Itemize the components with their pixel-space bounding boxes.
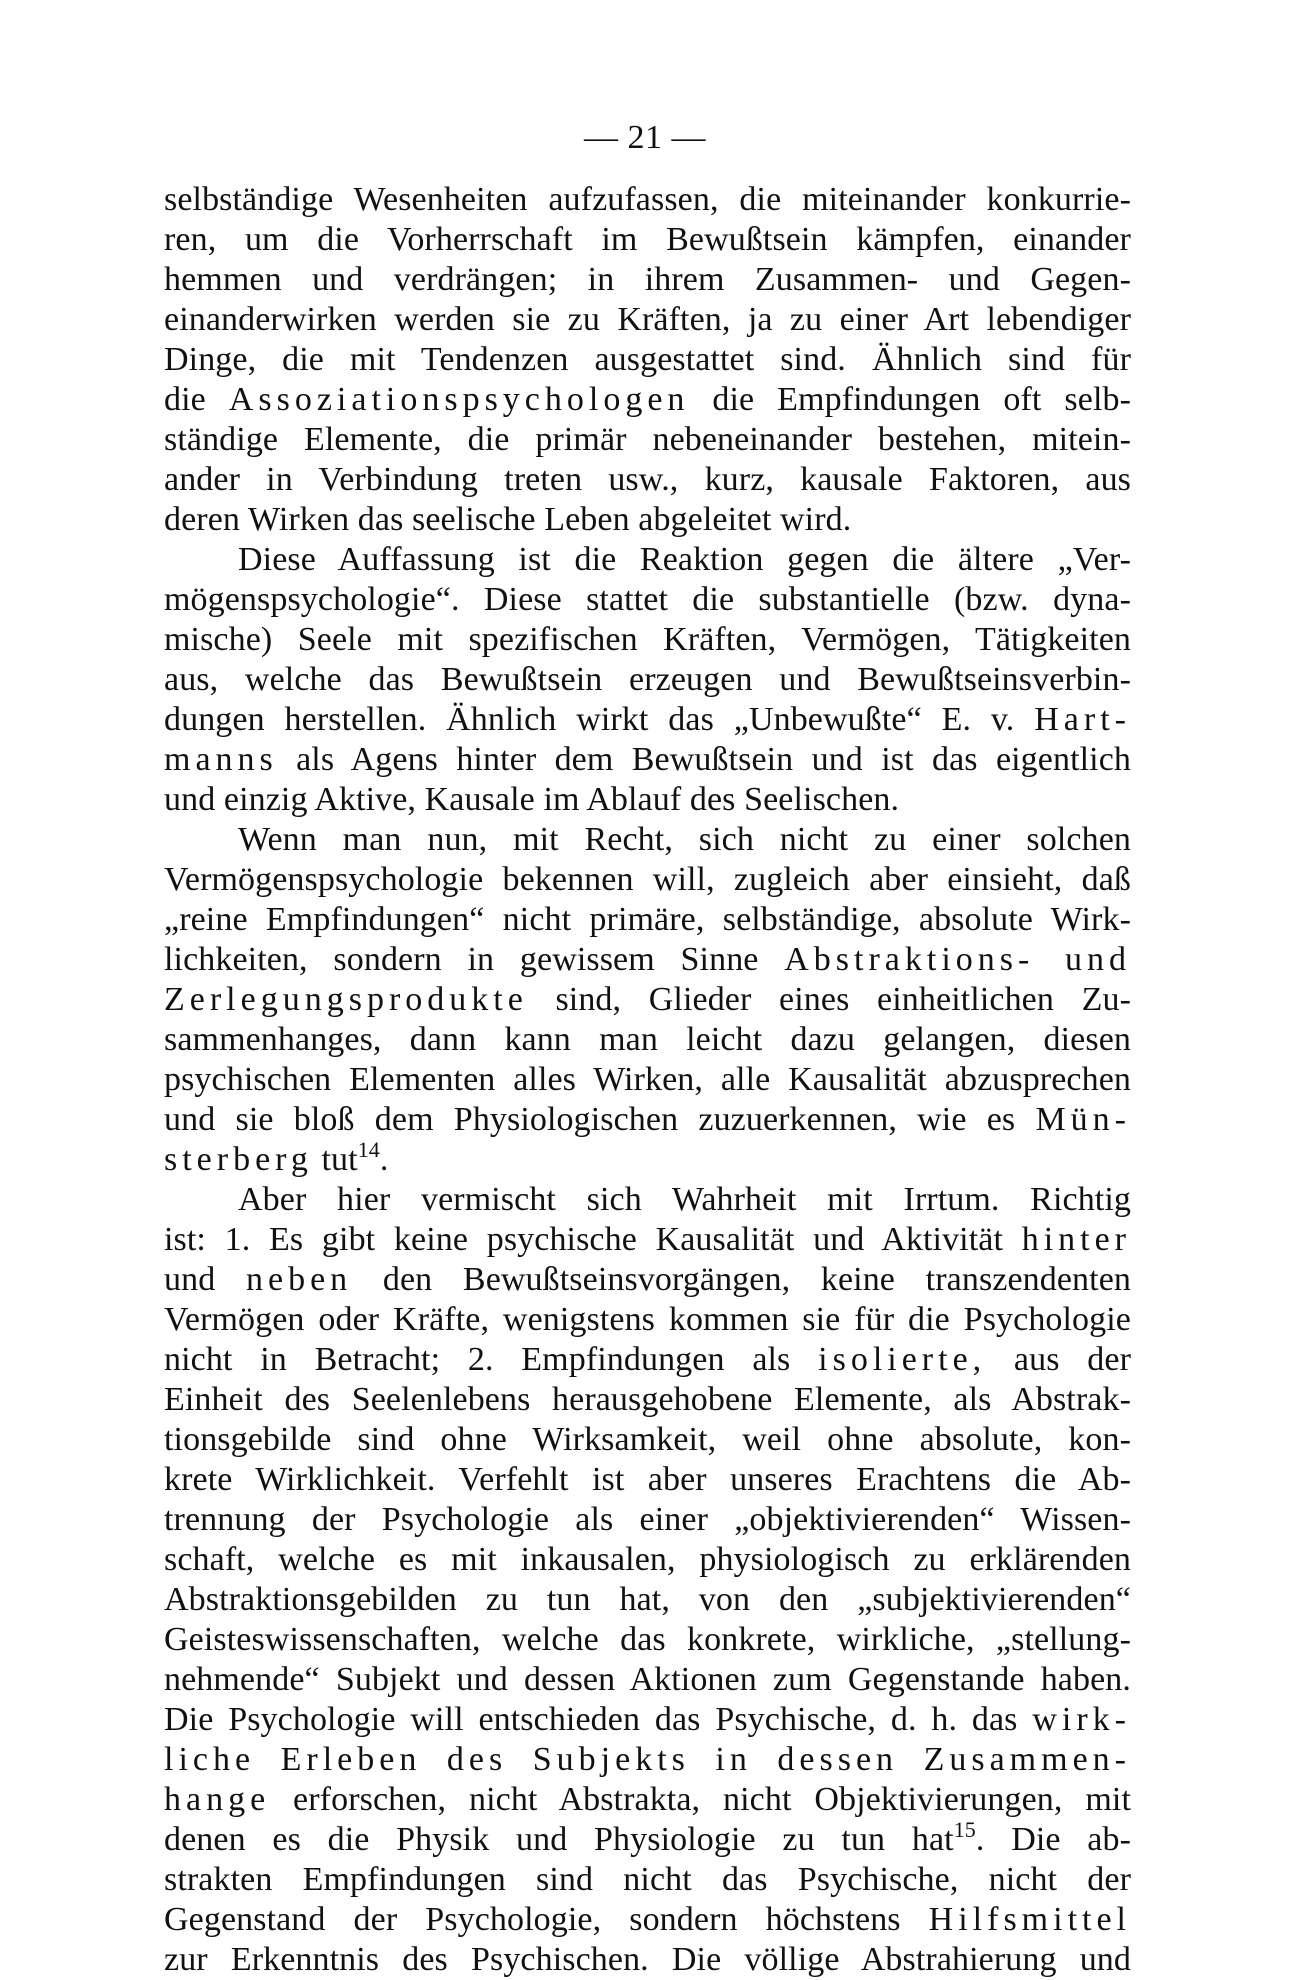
text-line	[164, 780, 1131, 820]
text-line	[164, 220, 1131, 260]
text-segment: lichkeiten, sondern in gewissem Sinne	[164, 941, 785, 978]
text-segment: denen es die Physik und Physiologie zu tun hat	[164, 1821, 954, 1858]
text-line	[164, 580, 1131, 620]
text-segment: psychischen Elementen alles Wirken, alle Kausalität abzusprechen	[164, 1061, 1131, 1098]
text-segment: Abstraktionsgebilden zu tun hat, von den „subjektivierenden“	[164, 1581, 1131, 1618]
text-line	[164, 660, 1131, 700]
text-segment: und	[164, 1261, 246, 1298]
text-line	[164, 540, 1131, 580]
text-line	[164, 1900, 1131, 1940]
emphasized-text: Hilfsmittel	[928, 1901, 1131, 1938]
text-line	[164, 1860, 1131, 1900]
text-line	[164, 180, 1131, 220]
text-line	[164, 1660, 1131, 1700]
emphasized-text: Abstraktions- und	[784, 941, 1131, 978]
text-segment: Dinge, die mit Tendenzen ausgestattet sind. Ähnlich sind für	[164, 341, 1131, 378]
text-segment: die	[164, 381, 229, 418]
text-line	[164, 1780, 1131, 1820]
text-segment: Vermögen oder Kräfte, wenigstens kommen sie für die Psychologie	[164, 1301, 1131, 1338]
text-segment: Wenn man nun, mit Recht, sich nicht zu einer solchen	[238, 821, 1131, 858]
text-line	[164, 1137, 1131, 1180]
text-line	[164, 1817, 1131, 1860]
text-segment: Einheit des Seelenlebens herausgehobene Elemente, als Abstrak-	[164, 1381, 1131, 1418]
text-line	[164, 1700, 1131, 1740]
text-line	[164, 1340, 1131, 1380]
emphasized-text: liche Erleben des Subjekts in dessen Zusammen-	[164, 1741, 1131, 1778]
text-segment: hemmen und verdrängen; in ihrem Zusammen- und Gegen-	[164, 261, 1131, 298]
text-segment: einanderwirken werden sie zu Kräften, ja zu einer Art lebendiger	[164, 301, 1131, 338]
emphasized-text: Assoziationspsychologen	[228, 381, 690, 418]
emphasized-text: Hart-	[1034, 701, 1131, 738]
text-segment: Geisteswissenschaften, welche das konkrete, wirkliche, „stellung-	[164, 1621, 1131, 1658]
text-segment: ist: 1. Es gibt keine psychische Kausalität und Aktivität	[164, 1221, 1022, 1258]
text-segment: schaft, welche es mit inkausalen, physiologisch zu erklärenden	[164, 1541, 1131, 1578]
text-line	[164, 1540, 1131, 1580]
body-text	[164, 180, 1131, 1980]
text-segment: ren, um die Vorherrschaft im Bewußtsein kämpfen, einander	[164, 221, 1131, 258]
emphasized-text: Mün-	[1035, 1101, 1131, 1138]
text-segment: Diese Auffassung ist die Reaktion gegen die ältere „Ver-	[238, 541, 1131, 578]
text-segment: Aber hier vermischt sich Wahrheit mit Irrtum. Richtig	[238, 1181, 1131, 1218]
text-line	[164, 1220, 1131, 1260]
text-segment: deren Wirken das seelische Leben abgeleitet wird.	[164, 501, 852, 538]
emphasized-text: isolierte,	[818, 1341, 987, 1378]
text-segment: die Empfindungen oft selb-	[689, 381, 1132, 418]
text-line	[164, 1500, 1131, 1540]
text-line	[164, 420, 1131, 460]
text-segment: tionsgebilde sind ohne Wirksamkeit, weil ohne absolute, kon-	[164, 1421, 1131, 1458]
text-line	[164, 700, 1131, 740]
text-segment: . Die ab-	[975, 1821, 1131, 1858]
text-segment: und sie bloß dem Physiologischen zuzuerkennen, wie es	[164, 1101, 1036, 1138]
text-line	[164, 1460, 1131, 1500]
text-segment: mögenspsychologie“. Diese stattet die substantielle (bzw. dyna-	[164, 581, 1131, 618]
text-line	[164, 1260, 1131, 1300]
emphasized-text: neben	[245, 1261, 353, 1298]
text-line	[164, 260, 1131, 300]
text-segment: aus der	[986, 1341, 1131, 1378]
text-line	[164, 820, 1131, 860]
emphasized-text: wirk-	[1032, 1701, 1131, 1738]
text-line	[164, 1020, 1131, 1060]
text-line	[164, 1740, 1131, 1780]
text-line	[164, 620, 1131, 660]
text-segment: .	[379, 1141, 389, 1178]
text-line	[164, 1380, 1131, 1420]
text-line	[164, 1940, 1131, 1980]
text-segment: nehmende“ Subjekt und dessen Aktionen zum Gegenstande haben.	[164, 1661, 1131, 1698]
text-segment: Gegenstand der Psychologie, sondern höchstens	[164, 1901, 929, 1938]
text-line	[164, 1620, 1131, 1660]
text-segment: als Agens hinter dem Bewußtsein und ist das eigentlich	[277, 741, 1131, 778]
text-segment: aus, welche das Bewußtsein erzeugen und Bewußtseinsverbin-	[164, 661, 1131, 698]
text-segment: sind, Glieder eines einheitlichen Zu-	[527, 981, 1131, 1018]
text-line	[164, 860, 1131, 900]
text-segment: ander in Verbindung treten usw., kurz, kausale Faktoren, aus	[164, 461, 1131, 498]
text-line	[164, 900, 1131, 940]
text-segment: trennung der Psychologie als einer „objektivierenden“ Wissen-	[164, 1501, 1131, 1538]
text-line	[164, 1580, 1131, 1620]
text-segment: zur Erkenntnis des Psychischen. Die völlige Abstrahierung und	[164, 1941, 1131, 1978]
text-segment: den Bewußtseinsvorgängen, keine transzendenten	[352, 1261, 1131, 1298]
text-segment: Vermögenspsychologie bekennen will, zugleich aber einsieht, daß	[164, 861, 1131, 898]
text-segment: selbständige Wesenheiten aufzufassen, die miteinander konkurrie-	[164, 181, 1131, 218]
text-segment: „reine Empfindungen“ nicht primäre, selbständige, absolute Wirk-	[164, 901, 1131, 938]
emphasized-text: hange	[164, 1781, 271, 1818]
text-segment: nicht in Betracht; 2. Empfindungen als	[164, 1341, 819, 1378]
text-segment: strakten Empfindungen sind nicht das Psychische, nicht der	[164, 1861, 1131, 1898]
text-line	[164, 1180, 1131, 1220]
text-line	[164, 1300, 1131, 1340]
text-line	[164, 1420, 1131, 1460]
text-segment: sammenhanges, dann kann man leicht dazu gelangen, diesen	[164, 1021, 1131, 1058]
text-segment: und einzig Aktive, Kausale im Ablauf des Seelischen.	[164, 781, 900, 818]
text-segment: dungen herstellen. Ähnlich wirkt das „Unbewußte“ E. v.	[164, 701, 1035, 738]
text-segment: tut	[312, 1141, 358, 1178]
text-line	[164, 380, 1131, 420]
text-line	[164, 980, 1131, 1020]
emphasized-text: manns	[164, 741, 278, 778]
text-line	[164, 500, 1131, 540]
text-segment: erforschen, nicht Abstrakta, nicht Objektivierungen, mit	[270, 1781, 1131, 1818]
text-line	[164, 1060, 1131, 1100]
emphasized-text: hinter	[1021, 1221, 1131, 1258]
text-line	[164, 1100, 1131, 1140]
footnote-reference: 15	[953, 1817, 976, 1842]
text-segment: krete Wirklichkeit. Verfehlt ist aber unseres Erachtens die Ab-	[164, 1461, 1131, 1498]
text-line	[164, 460, 1131, 500]
page-number: — 21 —	[584, 119, 706, 156]
text-segment: ständige Elemente, die primär nebeneinander bestehen, mitein-	[164, 421, 1131, 458]
emphasized-text: Zerlegungsprodukte	[164, 981, 528, 1018]
text-segment: Die Psychologie will entschieden das Psychische, d. h. das	[164, 1701, 1033, 1738]
text-line	[164, 340, 1131, 380]
text-segment: mische) Seele mit spezifischen Kräften, Vermögen, Tätigkeiten	[164, 621, 1131, 658]
text-line	[164, 740, 1131, 780]
text-line	[164, 940, 1131, 980]
text-line	[164, 300, 1131, 340]
footnote-reference: 14	[357, 1137, 380, 1162]
emphasized-text: sterberg	[164, 1141, 313, 1178]
